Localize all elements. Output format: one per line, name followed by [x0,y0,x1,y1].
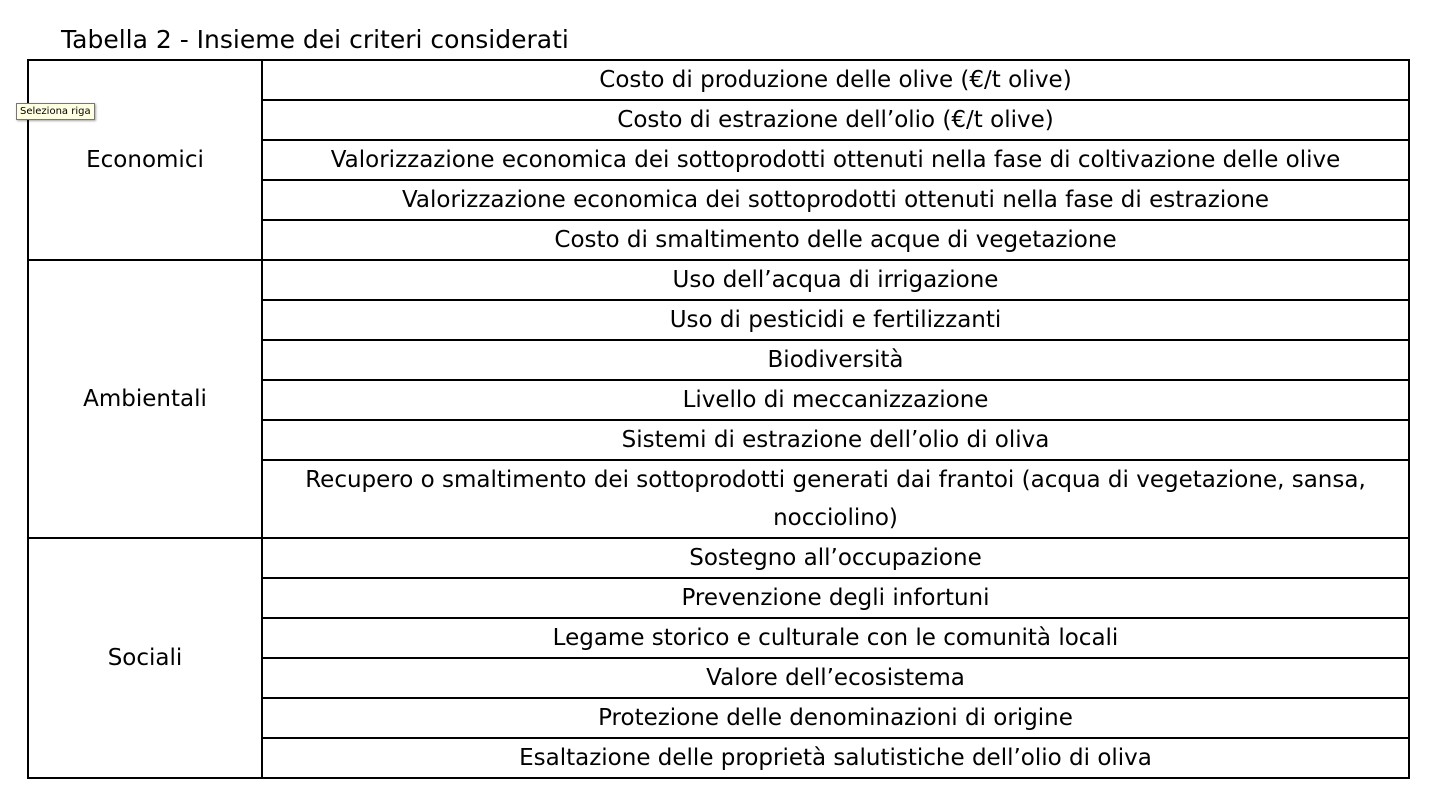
criterion-cell[interactable]: Valorizzazione economica dei sottoprodotti ottenuti nella fase di estrazione [262,180,1409,220]
criterion-cell[interactable]: Costo di estrazione dell’olio (€/t olive) [262,100,1409,140]
criterion-cell[interactable]: Uso dell’acqua di irrigazione [262,260,1409,300]
table-row[interactable] [28,538,1409,578]
group-cell-sociali[interactable]: Sociali [28,538,262,778]
select-row-tooltip: Seleziona riga [16,103,95,120]
criterion-cell[interactable]: Costo di produzione delle olive (€/t olive) [262,60,1409,100]
criteria-table [27,59,1410,779]
table-caption: Tabella 2 - Insieme dei criteri considerati [61,25,569,54]
criterion-cell[interactable]: Uso di pesticidi e fertilizzanti [262,300,1409,340]
criterion-cell[interactable]: Prevenzione degli infortuni [262,578,1409,618]
table-row[interactable] [28,260,1409,300]
criterion-cell[interactable]: Protezione delle denominazioni di origine [262,698,1409,738]
criterion-cell[interactable]: Legame storico e culturale con le comunità locali [262,618,1409,658]
criterion-cell[interactable]: Sostegno all’occupazione [262,538,1409,578]
criterion-cell[interactable]: Biodiversità [262,340,1409,380]
criterion-cell[interactable]: Valore dell’ecosistema [262,658,1409,698]
group-cell-ambientali[interactable]: Ambientali [28,260,262,538]
criterion-cell[interactable]: Esaltazione delle proprietà salutistiche dell’olio di oliva [262,738,1409,778]
criterion-cell[interactable]: Sistemi di estrazione dell’olio di oliva [262,420,1409,460]
group-cell-economici[interactable]: Economici [28,60,262,260]
criterion-cell[interactable]: Recupero o smaltimento dei sottoprodotti generati dai frantoi (acqua di vegetazione, sansa, nocciolino) [262,460,1409,538]
criterion-cell[interactable]: Costo di smaltimento delle acque di vegetazione [262,220,1409,260]
table-row[interactable] [28,60,1409,100]
criterion-cell[interactable]: Livello di meccanizzazione [262,380,1409,420]
criterion-cell[interactable]: Valorizzazione economica dei sottoprodotti ottenuti nella fase di coltivazione delle olive [262,140,1409,180]
